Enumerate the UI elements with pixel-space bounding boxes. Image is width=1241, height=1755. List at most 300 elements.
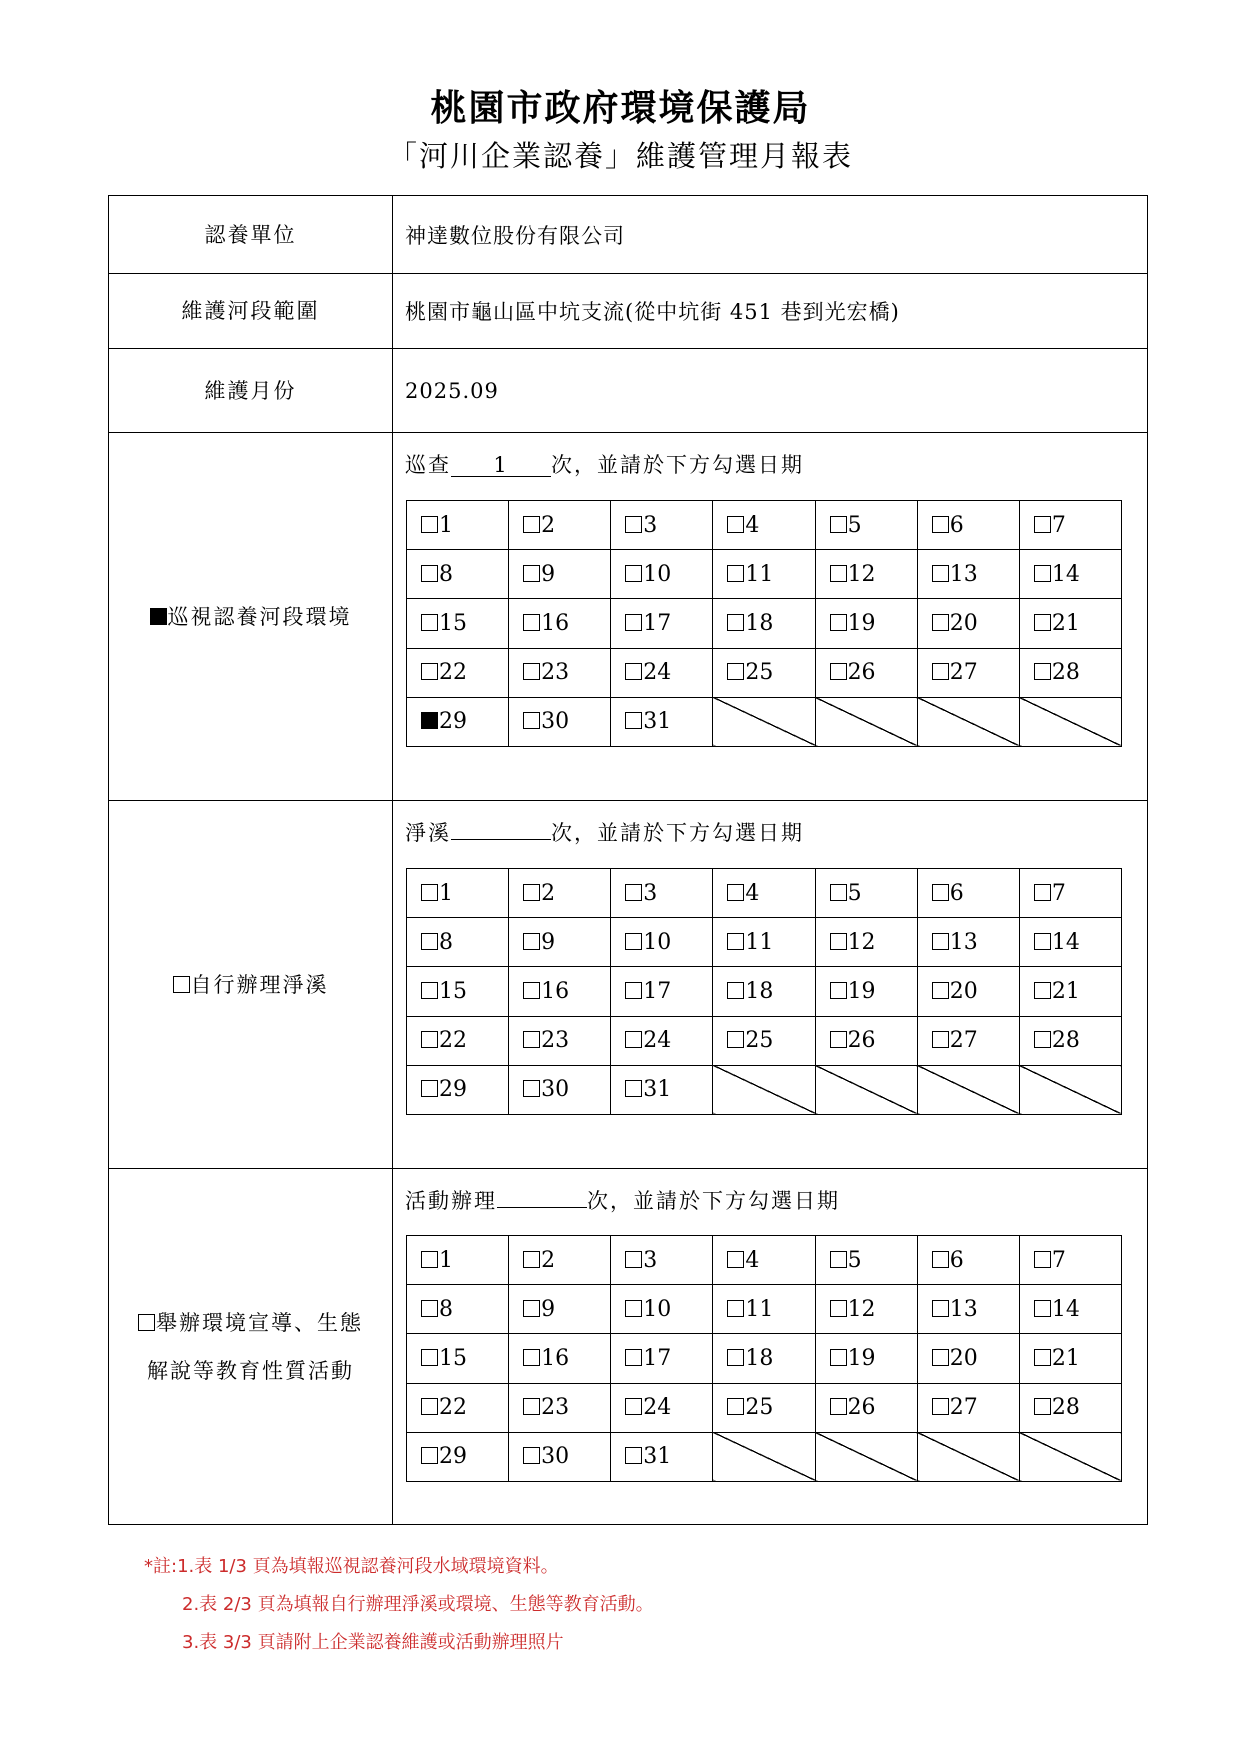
date-number: 9 bbox=[541, 929, 556, 955]
date-cell[interactable] bbox=[713, 1334, 815, 1383]
date-cell[interactable] bbox=[713, 599, 815, 648]
date-cell[interactable] bbox=[917, 1236, 1019, 1285]
section-value: 桃園市龜山區中坑支流(從中坑街 451 巷到光宏橋) bbox=[405, 300, 900, 324]
checkbox-icon[interactable] bbox=[421, 1300, 438, 1317]
date-number: 21 bbox=[1051, 610, 1080, 636]
checkbox-icon[interactable] bbox=[523, 1031, 540, 1048]
date-cell[interactable] bbox=[713, 918, 815, 967]
checkbox-icon[interactable] bbox=[1034, 982, 1051, 999]
checkbox-icon[interactable] bbox=[523, 1251, 540, 1268]
notes bbox=[144, 1548, 654, 1662]
date-number: 1 bbox=[439, 512, 453, 538]
date-number: 28 bbox=[1051, 1028, 1080, 1054]
checkbox-icon[interactable] bbox=[932, 663, 949, 680]
date-cell[interactable] bbox=[1019, 648, 1121, 697]
date-number: 1 bbox=[439, 1247, 453, 1273]
date-cell[interactable] bbox=[917, 1383, 1019, 1432]
checkbox-icon[interactable] bbox=[727, 884, 744, 901]
checkbox-icon[interactable] bbox=[932, 516, 949, 533]
checkbox-icon[interactable] bbox=[421, 1447, 438, 1464]
date-cell[interactable] bbox=[407, 648, 509, 697]
checkbox-icon[interactable] bbox=[625, 1447, 642, 1464]
date-cell[interactable] bbox=[815, 918, 917, 967]
checkbox-icon[interactable] bbox=[1034, 565, 1051, 582]
date-grid-row bbox=[407, 1334, 1122, 1383]
date-cell[interactable] bbox=[815, 1236, 917, 1285]
date-number: 28 bbox=[1051, 1395, 1080, 1421]
checkbox-icon[interactable] bbox=[625, 712, 642, 729]
checkbox-icon[interactable] bbox=[830, 884, 847, 901]
date-grid-row bbox=[407, 648, 1122, 697]
checkbox-icon[interactable] bbox=[625, 884, 642, 901]
checkbox-icon[interactable] bbox=[932, 1251, 949, 1268]
date-cell[interactable] bbox=[1019, 869, 1121, 918]
date-number: 2 bbox=[541, 1247, 556, 1273]
date-cell[interactable] bbox=[509, 918, 611, 967]
checkbox-icon[interactable] bbox=[830, 516, 847, 533]
checkbox-icon[interactable] bbox=[625, 1031, 642, 1048]
date-number: 4 bbox=[745, 880, 760, 906]
date-cell[interactable] bbox=[815, 599, 917, 648]
checkbox-icon[interactable] bbox=[1034, 1251, 1051, 1268]
report-table bbox=[108, 195, 1148, 1525]
date-cell[interactable] bbox=[917, 918, 1019, 967]
date-number: 16 bbox=[541, 978, 570, 1004]
date-number: 6 bbox=[949, 880, 964, 906]
checkbox-icon[interactable] bbox=[830, 933, 847, 950]
checkbox-icon[interactable] bbox=[625, 1080, 642, 1097]
date-number: 27 bbox=[949, 1395, 978, 1421]
date-number: 11 bbox=[745, 929, 774, 955]
date-number: 27 bbox=[949, 660, 978, 686]
checkbox-icon[interactable] bbox=[830, 1031, 847, 1048]
checkbox-icon[interactable] bbox=[625, 1300, 642, 1317]
date-grid-row bbox=[407, 550, 1122, 599]
checkbox-icon[interactable] bbox=[932, 1031, 949, 1048]
checkbox-icon[interactable] bbox=[625, 1349, 642, 1366]
checkbox-icon[interactable] bbox=[523, 663, 540, 680]
patrol-count[interactable]: 1 bbox=[451, 454, 551, 477]
date-cell[interactable] bbox=[1019, 967, 1121, 1016]
date-cell[interactable] bbox=[917, 1285, 1019, 1334]
activity-label-line2: 解說等教育性質活動 bbox=[147, 1358, 354, 1383]
date-cell[interactable] bbox=[509, 1334, 611, 1383]
date-cell[interactable] bbox=[611, 501, 713, 550]
checkbox-icon[interactable] bbox=[523, 982, 540, 999]
checkbox-icon[interactable] bbox=[523, 614, 540, 631]
date-number: 25 bbox=[745, 1028, 774, 1054]
date-number: 5 bbox=[847, 1247, 862, 1273]
cleanup-label bbox=[109, 801, 393, 1168]
date-number: 24 bbox=[643, 1395, 672, 1421]
date-number: 20 bbox=[949, 978, 978, 1004]
checkbox-icon[interactable] bbox=[727, 1251, 744, 1268]
date-cell[interactable] bbox=[1019, 1383, 1121, 1432]
date-cell[interactable] bbox=[611, 648, 713, 697]
checkbox-icon[interactable] bbox=[932, 1398, 949, 1415]
checkbox-icon[interactable] bbox=[1034, 1349, 1051, 1366]
date-cell[interactable] bbox=[509, 1383, 611, 1432]
date-number: 3 bbox=[643, 1247, 658, 1273]
checkbox-icon[interactable] bbox=[625, 516, 642, 533]
adopter-row bbox=[109, 196, 1147, 274]
date-cell[interactable] bbox=[815, 869, 917, 918]
date-cell[interactable] bbox=[509, 1016, 611, 1065]
date-cell[interactable] bbox=[713, 648, 815, 697]
checkbox-icon[interactable] bbox=[830, 663, 847, 680]
patrol-suffix: 次，並請於下方勾選日期 bbox=[551, 453, 804, 477]
date-cell[interactable] bbox=[1019, 501, 1121, 550]
checkbox-icon[interactable] bbox=[523, 565, 540, 582]
date-number: 14 bbox=[1051, 1296, 1080, 1322]
checkbox-icon[interactable] bbox=[727, 1031, 744, 1048]
date-cell[interactable] bbox=[1019, 1334, 1121, 1383]
checkbox-icon[interactable] bbox=[421, 516, 438, 533]
date-cell[interactable] bbox=[815, 550, 917, 599]
date-number: 3 bbox=[643, 880, 658, 906]
checkbox-icon[interactable] bbox=[727, 933, 744, 950]
date-cell[interactable] bbox=[407, 697, 509, 746]
date-cell[interactable] bbox=[611, 967, 713, 1016]
date-cell[interactable] bbox=[611, 1432, 713, 1481]
date-number: 25 bbox=[745, 1395, 774, 1421]
date-number: 31 bbox=[643, 709, 672, 735]
checkbox-icon[interactable] bbox=[1034, 1300, 1051, 1317]
date-cell[interactable] bbox=[407, 1065, 509, 1114]
date-cell[interactable] bbox=[1019, 1016, 1121, 1065]
date-number: 20 bbox=[949, 1345, 978, 1371]
date-cell[interactable] bbox=[815, 1016, 917, 1065]
date-number: 25 bbox=[745, 660, 774, 686]
checkbox-icon[interactable] bbox=[523, 516, 540, 533]
date-cell[interactable] bbox=[917, 869, 1019, 918]
date-number: 21 bbox=[1051, 1345, 1080, 1371]
date-number: 4 bbox=[745, 512, 760, 538]
date-cell[interactable] bbox=[611, 1016, 713, 1065]
date-cell[interactable] bbox=[509, 648, 611, 697]
date-number: 15 bbox=[439, 610, 467, 636]
date-number: 1 bbox=[439, 880, 453, 906]
date-cell[interactable] bbox=[611, 1236, 713, 1285]
date-cell[interactable] bbox=[815, 648, 917, 697]
checkbox-icon[interactable] bbox=[421, 1251, 438, 1268]
date-number: 22 bbox=[439, 1395, 467, 1421]
checkbox-icon[interactable] bbox=[727, 663, 744, 680]
checkbox-icon[interactable] bbox=[727, 614, 744, 631]
checkbox-icon[interactable] bbox=[932, 933, 949, 950]
date-cell[interactable] bbox=[917, 967, 1019, 1016]
checkbox-icon[interactable] bbox=[727, 1349, 744, 1366]
date-cell[interactable] bbox=[509, 697, 611, 746]
checkbox-icon[interactable] bbox=[421, 614, 438, 631]
checkbox-icon[interactable] bbox=[1034, 663, 1051, 680]
checkbox-icon[interactable] bbox=[932, 1300, 949, 1317]
cleanup-suffix: 次，並請於下方勾選日期 bbox=[551, 821, 804, 845]
date-number: 18 bbox=[745, 978, 774, 1004]
checkbox-icon[interactable] bbox=[932, 565, 949, 582]
checkbox-icon[interactable] bbox=[421, 933, 438, 950]
date-cell[interactable] bbox=[917, 599, 1019, 648]
date-number: 17 bbox=[643, 1345, 672, 1371]
date-number: 29 bbox=[439, 1077, 467, 1103]
date-number: 7 bbox=[1051, 512, 1066, 538]
date-cell[interactable] bbox=[509, 1285, 611, 1334]
checkbox-icon[interactable] bbox=[421, 982, 438, 999]
checkbox-icon[interactable] bbox=[421, 663, 438, 680]
date-cell[interactable] bbox=[611, 918, 713, 967]
date-number: 7 bbox=[1051, 1247, 1066, 1273]
checkbox-icon[interactable] bbox=[421, 1031, 438, 1048]
date-cell[interactable] bbox=[713, 1236, 815, 1285]
checkbox-icon[interactable] bbox=[523, 1447, 540, 1464]
date-number: 8 bbox=[439, 929, 453, 955]
date-cell[interactable] bbox=[917, 1016, 1019, 1065]
patrol-count-line bbox=[405, 449, 804, 479]
page-subtitle: 「河川企業認養」維護管理月報表 bbox=[387, 139, 853, 173]
date-grid-row bbox=[407, 918, 1122, 967]
date-cell[interactable] bbox=[509, 967, 611, 1016]
date-number: 13 bbox=[949, 561, 978, 587]
checkbox-icon[interactable] bbox=[523, 1300, 540, 1317]
patrol-prefix: 巡查 bbox=[405, 453, 451, 477]
date-cell[interactable] bbox=[1019, 550, 1121, 599]
date-grid-row bbox=[407, 599, 1122, 648]
date-number: 2 bbox=[541, 880, 556, 906]
checkbox-icon[interactable] bbox=[523, 712, 540, 729]
date-cell[interactable] bbox=[407, 1432, 509, 1481]
date-cell[interactable] bbox=[611, 1383, 713, 1432]
checkbox-icon[interactable] bbox=[421, 1398, 438, 1415]
date-cell[interactable] bbox=[611, 1285, 713, 1334]
date-cell[interactable] bbox=[407, 967, 509, 1016]
date-grid-row bbox=[407, 501, 1122, 550]
checkbox-icon[interactable] bbox=[1034, 614, 1051, 631]
date-number: 31 bbox=[643, 1444, 672, 1470]
date-grid-row bbox=[407, 697, 1122, 746]
checkbox-icon[interactable] bbox=[830, 1398, 847, 1415]
date-number: 14 bbox=[1051, 929, 1080, 955]
date-cell[interactable] bbox=[815, 1285, 917, 1334]
activity-label bbox=[109, 1169, 393, 1524]
date-cell[interactable] bbox=[509, 1432, 611, 1481]
date-cell[interactable] bbox=[1019, 599, 1121, 648]
date-number: 6 bbox=[949, 1247, 964, 1273]
cleanup-label-text: 自行辦理淨溪 bbox=[190, 972, 329, 997]
checkbox-icon[interactable] bbox=[421, 884, 438, 901]
date-grid-row bbox=[407, 1236, 1122, 1285]
date-number: 26 bbox=[847, 1395, 876, 1421]
date-number: 29 bbox=[439, 1444, 467, 1470]
checkbox-icon[interactable] bbox=[625, 614, 642, 631]
checkbox-icon[interactable] bbox=[830, 1300, 847, 1317]
cleanup-count[interactable] bbox=[451, 817, 551, 840]
date-number: 16 bbox=[541, 610, 570, 636]
activity-checkbox-icon[interactable] bbox=[138, 1314, 155, 1331]
date-cell[interactable] bbox=[713, 1016, 815, 1065]
cleanup-count-line bbox=[405, 817, 804, 847]
adopter-label: 認養單位 bbox=[109, 196, 393, 273]
date-number: 23 bbox=[541, 1028, 570, 1054]
cleanup-checkbox-icon[interactable] bbox=[173, 976, 190, 993]
date-number: 18 bbox=[745, 1345, 774, 1371]
checkbox-icon[interactable] bbox=[421, 712, 438, 729]
date-cell[interactable] bbox=[713, 501, 815, 550]
date-number: 23 bbox=[541, 1395, 570, 1421]
month-value: 2025.09 bbox=[405, 378, 499, 403]
checkbox-icon[interactable] bbox=[1034, 884, 1051, 901]
note-3: 3.表 3/3 頁請附上企業認養維護或活動辦理照片 bbox=[182, 1632, 564, 1653]
date-cell[interactable] bbox=[611, 1065, 713, 1114]
checkbox-icon[interactable] bbox=[523, 933, 540, 950]
date-number: 23 bbox=[541, 660, 570, 686]
date-number: 24 bbox=[643, 660, 672, 686]
checkbox-icon[interactable] bbox=[932, 884, 949, 901]
checkbox-icon[interactable] bbox=[1034, 1031, 1051, 1048]
date-cell[interactable] bbox=[713, 869, 815, 918]
date-cell[interactable] bbox=[407, 599, 509, 648]
date-cell[interactable] bbox=[611, 1334, 713, 1383]
date-cell[interactable] bbox=[509, 501, 611, 550]
empty-date-cell bbox=[713, 1432, 815, 1481]
checkbox-icon[interactable] bbox=[625, 663, 642, 680]
date-cell[interactable] bbox=[1019, 1285, 1121, 1334]
date-number: 10 bbox=[643, 1296, 672, 1322]
checkbox-icon[interactable] bbox=[625, 565, 642, 582]
date-number: 29 bbox=[439, 709, 467, 735]
checkbox-icon[interactable] bbox=[830, 614, 847, 631]
date-number: 19 bbox=[847, 1345, 876, 1371]
date-grid-row bbox=[407, 1016, 1122, 1065]
checkbox-icon[interactable] bbox=[625, 1251, 642, 1268]
checkbox-icon[interactable] bbox=[727, 565, 744, 582]
date-cell[interactable] bbox=[509, 550, 611, 599]
checkbox-icon[interactable] bbox=[1034, 516, 1051, 533]
activity-count-line bbox=[405, 1185, 840, 1215]
checkbox-icon[interactable] bbox=[830, 982, 847, 999]
date-cell[interactable] bbox=[713, 967, 815, 1016]
date-grid-row bbox=[407, 869, 1122, 918]
date-number: 10 bbox=[643, 929, 672, 955]
date-cell[interactable] bbox=[407, 1383, 509, 1432]
date-number: 26 bbox=[847, 1028, 876, 1054]
checkbox-icon[interactable] bbox=[932, 614, 949, 631]
date-cell[interactable] bbox=[917, 501, 1019, 550]
date-number: 18 bbox=[745, 610, 774, 636]
checkbox-icon[interactable] bbox=[1034, 1398, 1051, 1415]
date-number: 26 bbox=[847, 660, 876, 686]
date-cell[interactable] bbox=[509, 1236, 611, 1285]
date-cell[interactable] bbox=[1019, 918, 1121, 967]
date-cell[interactable] bbox=[407, 1236, 509, 1285]
date-cell[interactable] bbox=[407, 1016, 509, 1065]
activity-date-grid bbox=[406, 1235, 1122, 1482]
checkbox-icon[interactable] bbox=[1034, 933, 1051, 950]
section-label: 維護河段範圍 bbox=[109, 274, 393, 348]
date-number: 14 bbox=[1051, 561, 1080, 587]
date-number: 3 bbox=[643, 512, 658, 538]
date-number: 22 bbox=[439, 660, 467, 686]
date-cell[interactable] bbox=[407, 550, 509, 599]
date-cell[interactable] bbox=[1019, 1236, 1121, 1285]
date-cell[interactable] bbox=[917, 550, 1019, 599]
activity-suffix: 次，並請於下方勾選日期 bbox=[587, 1189, 840, 1213]
checkbox-icon[interactable] bbox=[421, 1349, 438, 1366]
date-cell[interactable] bbox=[815, 501, 917, 550]
date-cell[interactable] bbox=[611, 550, 713, 599]
checkbox-icon[interactable] bbox=[727, 1300, 744, 1317]
date-cell[interactable] bbox=[407, 1285, 509, 1334]
checkbox-icon[interactable] bbox=[727, 982, 744, 999]
patrol-checkbox-icon[interactable] bbox=[150, 608, 167, 625]
date-cell[interactable] bbox=[407, 501, 509, 550]
checkbox-icon[interactable] bbox=[523, 1080, 540, 1097]
date-number: 16 bbox=[541, 1345, 570, 1371]
checkbox-icon[interactable] bbox=[625, 1398, 642, 1415]
date-number: 21 bbox=[1051, 978, 1080, 1004]
empty-date-cell bbox=[917, 1432, 1019, 1481]
date-cell[interactable] bbox=[611, 599, 713, 648]
date-cell[interactable] bbox=[509, 599, 611, 648]
date-cell[interactable] bbox=[815, 1383, 917, 1432]
date-cell[interactable] bbox=[509, 1065, 611, 1114]
date-cell[interactable] bbox=[407, 869, 509, 918]
date-grid-row bbox=[407, 1383, 1122, 1432]
checkbox-icon[interactable] bbox=[830, 1349, 847, 1366]
patrol-section bbox=[109, 433, 1147, 801]
month-row bbox=[109, 349, 1147, 433]
checkbox-icon[interactable] bbox=[625, 933, 642, 950]
date-number: 30 bbox=[541, 1444, 570, 1470]
date-cell[interactable] bbox=[509, 869, 611, 918]
date-cell[interactable] bbox=[611, 697, 713, 746]
empty-date-cell bbox=[917, 1065, 1019, 1114]
date-cell[interactable] bbox=[407, 1334, 509, 1383]
empty-date-cell bbox=[815, 1432, 917, 1481]
date-number: 24 bbox=[643, 1028, 672, 1054]
checkbox-icon[interactable] bbox=[932, 1349, 949, 1366]
date-cell[interactable] bbox=[713, 1285, 815, 1334]
date-cell[interactable] bbox=[407, 918, 509, 967]
date-number: 27 bbox=[949, 1028, 978, 1054]
checkbox-icon[interactable] bbox=[421, 1080, 438, 1097]
checkbox-icon[interactable] bbox=[932, 982, 949, 999]
checkbox-icon[interactable] bbox=[830, 1251, 847, 1268]
checkbox-icon[interactable] bbox=[523, 1349, 540, 1366]
date-number: 28 bbox=[1051, 660, 1080, 686]
date-cell[interactable] bbox=[713, 1383, 815, 1432]
adopter-value: 神達數位股份有限公司 bbox=[405, 223, 625, 248]
date-number: 10 bbox=[643, 561, 672, 587]
checkbox-icon[interactable] bbox=[421, 565, 438, 582]
date-cell[interactable] bbox=[917, 648, 1019, 697]
empty-date-cell bbox=[917, 697, 1019, 746]
activity-count[interactable] bbox=[497, 1185, 587, 1208]
checkbox-icon[interactable] bbox=[625, 982, 642, 999]
checkbox-icon[interactable] bbox=[523, 884, 540, 901]
date-cell[interactable] bbox=[815, 1334, 917, 1383]
date-cell[interactable] bbox=[713, 550, 815, 599]
cleanup-date-grid bbox=[406, 868, 1122, 1115]
date-cell[interactable] bbox=[611, 869, 713, 918]
checkbox-icon[interactable] bbox=[523, 1398, 540, 1415]
checkbox-icon[interactable] bbox=[727, 516, 744, 533]
date-number: 17 bbox=[643, 610, 672, 636]
checkbox-icon[interactable] bbox=[727, 1398, 744, 1415]
date-cell[interactable] bbox=[917, 1334, 1019, 1383]
date-cell[interactable] bbox=[815, 967, 917, 1016]
checkbox-icon[interactable] bbox=[830, 565, 847, 582]
date-grid-row bbox=[407, 1432, 1122, 1481]
